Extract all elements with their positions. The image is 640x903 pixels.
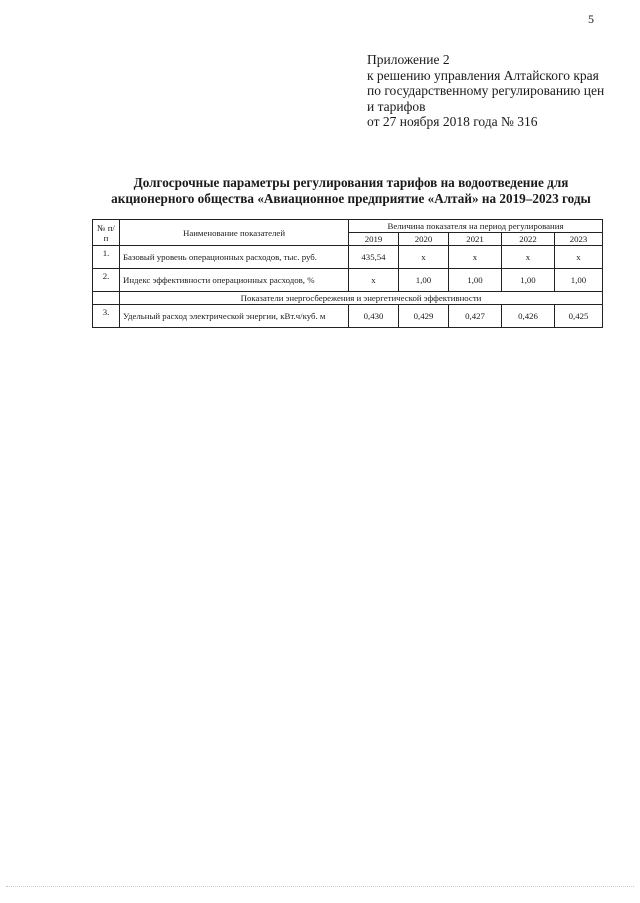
document-title-line: Долгосрочные параметры регулирования тарифов на водоотведение для [133, 175, 569, 190]
row-value: x [555, 246, 603, 269]
row-number: 2. [93, 269, 120, 292]
header-year: 2021 [449, 233, 502, 246]
row-value: 0,427 [449, 305, 502, 328]
row-value: 0,429 [399, 305, 449, 328]
row-value: 1,00 [399, 269, 449, 292]
row-value: 1,00 [449, 269, 502, 292]
appendix-line: к решению управления Алтайского края [367, 67, 599, 83]
header-year: 2019 [349, 233, 399, 246]
appendix-line: от 27 ноября 2018 года № 316 [367, 114, 538, 129]
appendix-line: по государственному регулированию цен [367, 83, 605, 98]
parameters-table [92, 219, 603, 328]
row-number: 1. [93, 246, 120, 269]
row-name: Базовый уровень операционных расходов, тыс. руб. [120, 246, 349, 269]
appendix-line: и тарифов [367, 98, 426, 114]
row-name: Удельный расход электрической энергии, кВт.ч/куб. м [120, 305, 349, 328]
header-year: 2022 [502, 233, 555, 246]
header-year: 2020 [399, 233, 449, 246]
row-value: x [399, 246, 449, 269]
row-number: 3. [93, 305, 120, 328]
row-value: 1,00 [555, 269, 603, 292]
table-section-header-row [93, 292, 603, 305]
row-value: 0,430 [349, 305, 399, 328]
table-row [93, 305, 603, 328]
row-value: 435,54 [349, 246, 399, 269]
row-value: 0,425 [555, 305, 603, 328]
table-row [93, 246, 603, 269]
document-title-line: акционерного общества «Авиационное предприятие «Алтай» на 2019–2023 годы [111, 191, 591, 206]
section-header: Показатели энергосбережения и энергетической эффективности [120, 292, 603, 305]
page-number: 5 [588, 12, 594, 26]
header-number: № п/п [93, 220, 120, 246]
appendix-header [367, 52, 604, 130]
row-value: 1,00 [502, 269, 555, 292]
row-value: x [449, 246, 502, 269]
header-name: Наименование показателей [120, 220, 349, 246]
header-period: Величина показателя на период регулирования [349, 220, 603, 233]
row-name: Индекс эффективности операционных расходов, % [120, 269, 349, 292]
table-row [93, 269, 603, 292]
table-header-row [93, 220, 603, 233]
row-value: 0,426 [502, 305, 555, 328]
page-bottom-divider [6, 886, 634, 887]
document-title [110, 175, 592, 207]
appendix-line: Приложение 2 [367, 52, 450, 67]
row-value: x [349, 269, 399, 292]
header-year: 2023 [555, 233, 603, 246]
row-value: x [502, 246, 555, 269]
section-empty-cell [93, 292, 120, 305]
